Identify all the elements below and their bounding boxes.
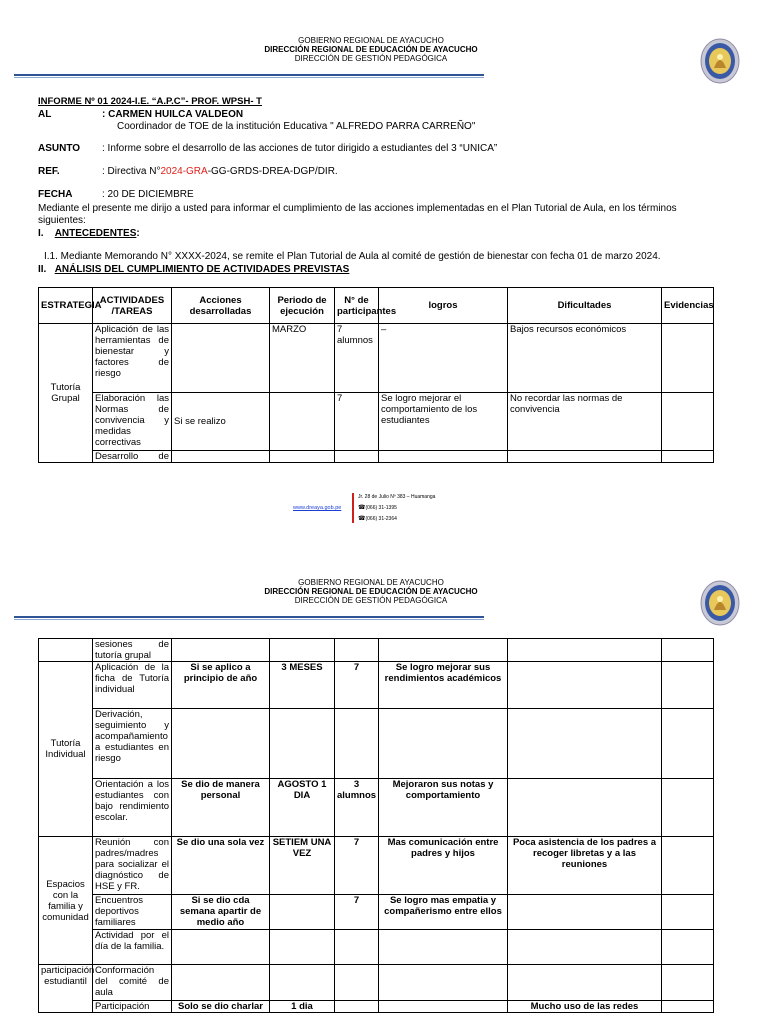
header-rule (14, 616, 484, 618)
participantes-cell: 3 alumnos (335, 779, 379, 837)
al-value: : CARMEN HUILCA VALDEON (102, 109, 244, 120)
participantes-cell: 7 (335, 895, 379, 930)
activities-table-page1 (38, 287, 714, 463)
activities-table-page2 (38, 638, 714, 1013)
header-line-gobierno: GOBIERNO REGIONAL DE AYACUCHO (298, 36, 444, 45)
footer-phone1: ☎(066) 31-1395 (358, 505, 397, 511)
footer-address: Jr. 28 de Julio Nº 383 – Huamanga (358, 494, 436, 500)
participantes-cell: 7 alumnos (335, 324, 379, 393)
acciones-cell: Si se dio cda semana apartir de medio año (172, 895, 270, 930)
table-row (39, 779, 714, 837)
table-row (39, 837, 714, 895)
actividad-cell: Actividad por el día de la familia. (93, 930, 172, 965)
estrategia-cell: Tutoría Grupal (39, 324, 93, 463)
dificultades-cell: No recordar las normas de convivencia (508, 393, 662, 451)
regional-seal-icon (700, 580, 740, 626)
estrategia-cell: Tutoría Individual (39, 662, 93, 837)
header-line-gobierno: GOBIERNO REGIONAL DE AYACUCHO (298, 578, 444, 587)
evidencias-cell (662, 393, 714, 451)
al-subtitle: Coordinador de TOE de la institución Educativa " ALFREDO PARRA CARREÑO" (117, 121, 476, 132)
dificultades-cell (508, 662, 662, 709)
col-header-evidencias: Evidencias (662, 288, 714, 324)
estrategia-cell: Espacios con la familia y comunidad (39, 837, 93, 965)
periodo-cell: 3 MESES (270, 662, 335, 709)
intro-paragraph-line2: siguientes: (38, 215, 86, 226)
section1-heading: I. ANTECEDENTES: (38, 228, 140, 239)
actividad-cell: Orientación a los estudiantes con bajo rendimiento escolar. (93, 779, 172, 837)
table-row (39, 639, 714, 662)
col-header-actividades: ACTIVIDADES /TAREAS (93, 288, 172, 324)
phone-icon: ☎ (358, 516, 366, 522)
actividad-cell: sesiones de tutoría grupal (93, 639, 172, 662)
actividad-cell: Desarrollo de (93, 451, 172, 463)
phone-icon: ☎ (358, 505, 366, 511)
ref-highlight: 2024-GRA (160, 166, 208, 177)
acciones-cell (172, 324, 270, 393)
table-header-row (39, 288, 714, 324)
asunto-label: ASUNTO (38, 143, 81, 154)
footer-phone2: ☎(066) 31-2364 (358, 516, 397, 522)
acciones-cell: Se dio de manera personal (172, 779, 270, 837)
page2-header (0, 578, 742, 605)
fecha-label: FECHA (38, 189, 73, 200)
logros-cell: Se logro mas empatia y compañerismo entre ellos (379, 895, 508, 930)
asunto-value: : Informe sobre el desarrollo de las acciones de tutor dirigido a estudiantes del 3 “UNICA” (102, 143, 498, 154)
periodo-cell: AGOSTO 1 DIA (270, 779, 335, 837)
table-row (39, 1001, 714, 1013)
section2-heading: II. ANÁLISIS DEL CUMPLIMIENTO DE ACTIVIDADES PREVISTAS (38, 264, 350, 275)
dificultades-cell: Mucho uso de las redes (508, 1001, 662, 1013)
table-row (39, 709, 714, 779)
col-header-estrategia: ESTRATEGIA (39, 288, 93, 324)
col-header-acciones: Acciones desarrolladas (172, 288, 270, 324)
periodo-cell: 1 dia (270, 1001, 335, 1013)
participantes-cell: 7 (335, 837, 379, 895)
actividad-cell: Conformación del comité de aula (93, 965, 172, 1001)
evidencias-cell (662, 837, 714, 895)
periodo-cell: SETIEM UNA VEZ (270, 837, 335, 895)
estrategia-cell (39, 639, 93, 662)
header-line-gestion: DIRECCIÓN DE GESTIÓN PEDAGÓGICA (294, 54, 448, 63)
header-rule (14, 74, 484, 76)
table-row (39, 662, 714, 709)
evidencias-cell (662, 662, 714, 709)
logros-cell: – (379, 324, 508, 393)
website-link[interactable]: www.dreaya.gob.pe (293, 505, 342, 511)
dificultades-cell: Bajos recursos económicos (508, 324, 662, 393)
header-rule-thin (14, 619, 484, 620)
col-header-dificultades: Dificultades (508, 288, 662, 324)
acciones-cell: Si se aplico a principio de año (172, 662, 270, 709)
header-line-gestion: DIRECCIÓN DE GESTIÓN PEDAGÓGICA (294, 596, 448, 605)
footer-divider (352, 493, 354, 523)
acciones-cell: Solo se dio charlar (172, 1001, 270, 1013)
header-line-direccion-regional: DIRECCIÓN REGIONAL DE EDUCACIÓN DE AYACUCHO (264, 45, 478, 54)
ref-value: : Directiva N°2024-GRA-GG-GRDS-DREA-DGP/DIR. (102, 166, 338, 177)
periodo-cell (270, 393, 335, 451)
actividad-cell: Elaboración las Normas de convivencia y medidas correctivas (93, 393, 172, 451)
regional-seal-icon (700, 38, 740, 84)
periodo-cell: MARZO (270, 324, 335, 393)
actividad-cell: Aplicación de la ficha de Tutoría individual (93, 662, 172, 709)
logros-cell: Mejoraron sus notas y comportamiento (379, 779, 508, 837)
estrategia-cell: participación estudiantil (39, 965, 93, 1013)
ref-label: REF. (38, 166, 60, 177)
table-row (39, 965, 714, 1001)
intro-paragraph-line1: Mediante el presente me dirijo a usted para informar el cumplimiento de las acciones implementadas en el Plan Tutorial de Aula, en los términos (38, 203, 677, 214)
report-title: INFORME Nº 01 2024-I.E. “A.P.C”- PROF. WPSH- T (38, 96, 262, 107)
participantes-cell: 7 (335, 393, 379, 451)
header-rule-thin (14, 77, 484, 78)
actividad-cell: Participación (93, 1001, 172, 1013)
logros-cell: Se logro mejorar el comportamiento de los estudiantes (379, 393, 508, 451)
logros-cell: Se logro mejorar sus rendimientos académicos (379, 662, 508, 709)
acciones-cell: Si se realizo (172, 393, 270, 451)
table-row (39, 930, 714, 965)
table-row (39, 895, 714, 930)
fecha-value: : 20 DE DICIEMBRE (102, 189, 194, 200)
col-header-participantes: N° de participantes (335, 288, 379, 324)
table-row (39, 324, 714, 393)
evidencias-cell (662, 324, 714, 393)
header-line-direccion-regional: DIRECCIÓN REGIONAL DE EDUCACIÓN DE AYACUCHO (264, 587, 478, 596)
table-row (39, 393, 714, 451)
al-label: AL (38, 109, 52, 120)
actividad-cell: Reunión con padres/madres para socializar el diagnóstico de HSE y FR. (93, 837, 172, 895)
actividad-cell: Encuentros deportivos familiares (93, 895, 172, 930)
actividad-cell: Derivación, seguimiento y acompañamiento a estudiantes en riesgo (93, 709, 172, 779)
actividad-cell: Aplicación de las herramientas de bienestar y factores de riesgo (93, 324, 172, 393)
section1-item: I.1. Mediante Memorando N° XXXX-2024, se remite el Plan Tutorial de Aula al comité de gestión de bienestar con fecha 01 de marzo 2024. (44, 251, 661, 262)
participantes-cell: 7 (335, 662, 379, 709)
page1-header (0, 36, 742, 63)
dificultades-cell: Poca asistencia de los padres a recoger libretas y a las reuniones (508, 837, 662, 895)
logros-cell: Mas comunicación entre padres y hijos (379, 837, 508, 895)
acciones-cell: Se dio una sola vez (172, 837, 270, 895)
table-row (39, 451, 714, 463)
col-header-logros: logros (379, 288, 508, 324)
col-header-periodo: Periodo de ejecución (270, 288, 335, 324)
